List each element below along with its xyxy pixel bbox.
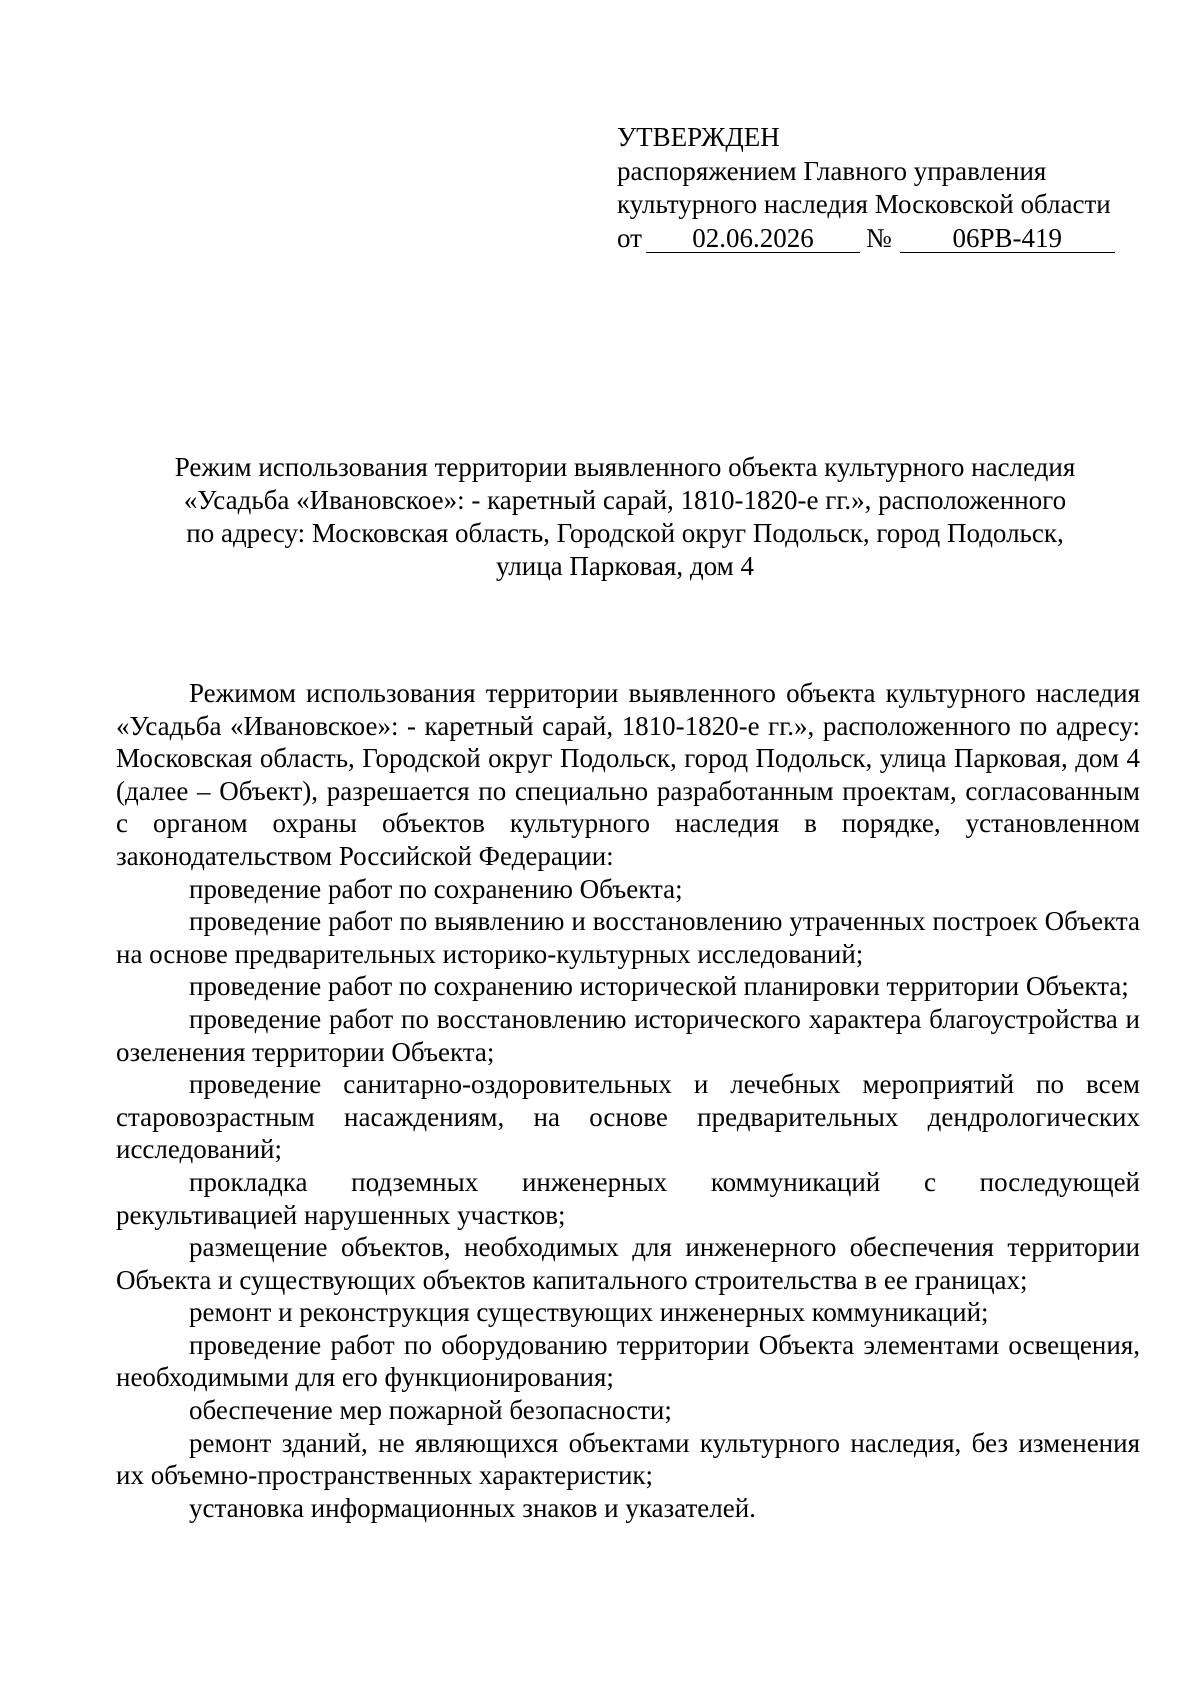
list-item: обеспечение мер пожарной безопасности; [189, 1395, 672, 1426]
number-sign: № [865, 222, 892, 253]
approval-date-number-line [617, 222, 1137, 256]
approval-line-1: распоряжением Главного управления [617, 155, 1047, 186]
list-item: проведение работ по восстановлению исторического характера благоустройства и озеленения территории Объекта; [116, 1003, 1140, 1067]
title-line: улица Парковая, дом 4 [495, 551, 754, 581]
approval-number: 06РВ-419 [900, 224, 1115, 253]
list-item: проведение работ по оборудованию территории Объекта элементами освещения, необходимыми для его функционирования; [116, 1329, 1140, 1393]
title-line: Режим использования территории выявленного объекта культурного наследия [174, 452, 1076, 482]
list-item: ремонт зданий, не являющихся объектами культурного наследия, без изменения их объемно-пространственных характеристик; [116, 1427, 1140, 1491]
from-label: от [617, 222, 642, 253]
document-title [110, 451, 1140, 583]
approval-line-2: культурного наследия Московской области [617, 189, 1111, 219]
approval-block [617, 121, 1137, 255]
list-item: установка информационных знаков и указателей. [189, 1492, 756, 1523]
list-item: проведение работ по выявлению и восстановлению утраченных построек Объекта на основе предварительных историко-культурных исследований; [116, 906, 1140, 969]
title-line: по адресу: Московская область, Городской округ Подольск, город Подольск, [186, 518, 1064, 548]
list-item: проведение санитарно-оздоровительных и лечебных мероприятий по всем старовозрастным насаждениям, на основе предварительных дендрологических исследований; [116, 1069, 1140, 1165]
list-item: проведение работ по сохранению Объекта; [189, 873, 683, 904]
list-item: прокладка подземных инженерных коммуникаций с последующей рекультивацией нарушенных участков; [116, 1166, 1140, 1230]
approval-heading: УТВЕРЖДЕН [617, 122, 780, 152]
body-paragraph-intro: Режимом использования территории выявленного объекта культурного наследия «Усадьба «Ивановское»: - каретный сарай, 1810-1820-е гг.», расположенного по адресу: Московская область, Городской округ Подольск, город Подольск, улица Парковая, дом 4 (далее – Объект), разрешается по специально разработанным проектам, согласованным с органом охраны объектов культурного наследия в порядке, установленном законодательством Российской Федерации: [116, 678, 1140, 871]
document-body [116, 677, 1140, 1524]
list-item: ремонт и реконструкция существующих инженерных коммуникаций; [189, 1297, 989, 1328]
list-item: размещение объектов, необходимых для инженерного обеспечения территории Объекта и существующих объектов капитального строительства в ее границах; [116, 1232, 1140, 1295]
list-item: проведение работ по сохранению исторической планировки территории Объекта; [189, 971, 1129, 1002]
approval-date: 02.06.2026 [646, 224, 860, 253]
title-line: «Усадьба «Ивановское»: - каретный сарай, 1810-1820-е гг.», расположенного [183, 485, 1067, 515]
